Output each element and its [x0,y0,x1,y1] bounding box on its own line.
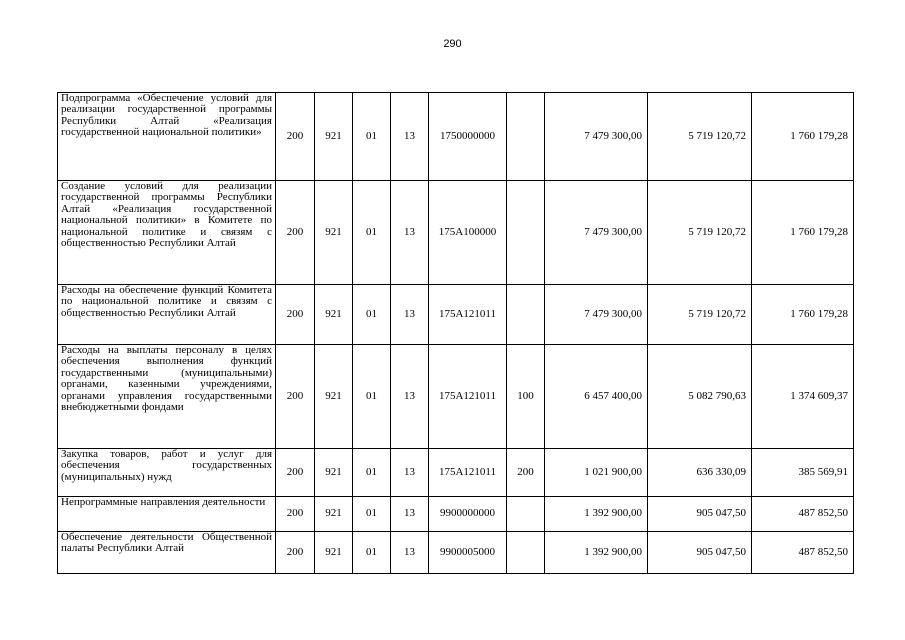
row-name: Обеспечение деятельности Общественной палаты Республики Алтай [58,532,276,574]
row-diff: 1 760 179,28 [752,285,854,345]
row-pr: 13 [391,93,429,181]
row-diff: 487 852,50 [752,532,854,574]
row-ved: 921 [315,497,353,532]
row-rz: 01 [353,532,391,574]
row-rz: 01 [353,93,391,181]
row-name: Закупка товаров, работ и услуг для обеспечения государственных (муниципальных) нужд [58,449,276,497]
row-vr [507,532,545,574]
row-csr: 175А121011 [429,285,507,345]
row-diff: 385 569,91 [752,449,854,497]
row-plan: 7 479 300,00 [545,181,648,285]
page-number: 290 [443,38,462,50]
row-gr: 200 [276,497,315,532]
row-ved: 921 [315,285,353,345]
budget-table [57,92,854,574]
row-pr: 13 [391,532,429,574]
row-vr [507,285,545,345]
row-rz: 01 [353,181,391,285]
row-csr: 9900005000 [429,532,507,574]
row-diff: 1 374 609,37 [752,345,854,449]
row-gr: 200 [276,449,315,497]
row-plan: 7 479 300,00 [545,93,648,181]
row-pr: 13 [391,345,429,449]
row-rz: 01 [353,285,391,345]
row-csr: 175А100000 [429,181,507,285]
row-name: Подпрограмма «Обеспечение условий для реализации государственной программы Республики Алтай «Реализация государственной национальной политики» [58,93,276,181]
row-vr: 100 [507,345,545,449]
row-fact: 5 719 120,72 [648,285,752,345]
row-fact: 5 719 120,72 [648,181,752,285]
row-diff: 1 760 179,28 [752,181,854,285]
row-csr: 175А121011 [429,449,507,497]
row-gr: 200 [276,532,315,574]
row-rz: 01 [353,449,391,497]
row-gr: 200 [276,285,315,345]
row-fact: 905 047,50 [648,497,752,532]
row-vr [507,181,545,285]
row-ved: 921 [315,181,353,285]
row-fact: 905 047,50 [648,532,752,574]
table-row [58,181,854,285]
row-ved: 921 [315,345,353,449]
row-csr: 1750000000 [429,93,507,181]
row-fact: 636 330,09 [648,449,752,497]
row-pr: 13 [391,181,429,285]
row-diff: 487 852,50 [752,497,854,532]
row-rz: 01 [353,497,391,532]
row-ved: 921 [315,449,353,497]
row-csr: 9900000000 [429,497,507,532]
table-row [58,285,854,345]
row-plan: 1 392 900,00 [545,532,648,574]
row-name: Создание условий для реализации государственной программы Республики Алтай «Реализация государственной национальной политики» в Комитете по национальной политике и связям с общественностью Республики Алтай [58,181,276,285]
row-plan: 1 021 900,00 [545,449,648,497]
row-ved: 921 [315,93,353,181]
row-pr: 13 [391,449,429,497]
table-row [58,497,854,532]
row-plan: 6 457 400,00 [545,345,648,449]
table-row [58,449,854,497]
table-row [58,345,854,449]
row-gr: 200 [276,181,315,285]
row-vr [507,497,545,532]
row-ved: 921 [315,532,353,574]
row-name: Непрограммные направления деятельности [58,497,276,532]
row-gr: 200 [276,93,315,181]
row-name: Расходы на обеспечение функций Комитета по национальной политике и связям с общественностью Республики Алтай [58,285,276,345]
row-plan: 1 392 900,00 [545,497,648,532]
row-fact: 5 719 120,72 [648,93,752,181]
row-plan: 7 479 300,00 [545,285,648,345]
table-row [58,93,854,181]
row-csr: 175А121011 [429,345,507,449]
row-pr: 13 [391,285,429,345]
row-pr: 13 [391,497,429,532]
row-diff: 1 760 179,28 [752,93,854,181]
row-name: Расходы на выплаты персоналу в целях обеспечения выполнения функций государственными (муниципальными) органами, казенными учреждениями, органами управления государственными внебюджетными фондами [58,345,276,449]
row-gr: 200 [276,345,315,449]
table-row [58,532,854,574]
row-fact: 5 082 790,63 [648,345,752,449]
row-rz: 01 [353,345,391,449]
row-vr: 200 [507,449,545,497]
row-vr [507,93,545,181]
